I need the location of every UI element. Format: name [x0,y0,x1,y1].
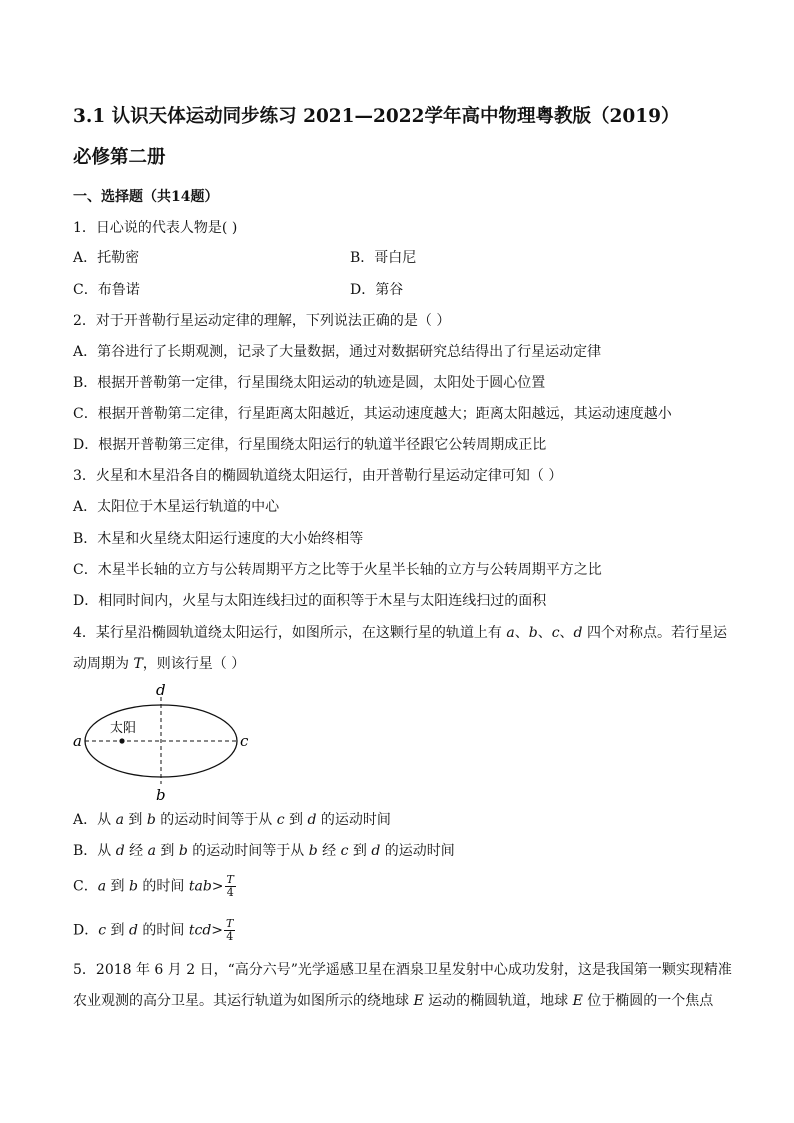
question-5-stem-line-2: 农业观测的高分卫星。其运行轨道为如图所示的绕地球 E 运动的椭圆轨道，地球 E 位于椭圆的一个焦点 [73,993,714,1009]
question-1-option-a: A．托勒密 [73,250,140,266]
question-4-option-b: B．从 d 经 a 到 b 的运动时间等于从 b 经 c 到 d 的运动时间 [73,843,455,859]
point-b-label: b [156,786,166,804]
question-4-stem-line-2: 动周期为 T，则该行星（ ） [73,656,246,672]
question-3-option-d: D．相同时间内，火星与太阳连线扫过的面积等于木星与太阳连线扫过的面积 [73,593,547,609]
sun-label: 太阳 [110,721,137,736]
question-2-option-b: B．根据开普勒第一定律，行星围绕太阳运动的轨迹是圆，太阳处于圆心位置 [73,375,546,391]
question-2-option-a: A．第谷进行了长期观测，记录了大量数据，通过对数据研究总结得出了行星运动定律 [73,344,602,360]
question-2-stem: 2．对于开普勒行星运动定律的理解，下列说法正确的是（ ） [73,313,451,329]
sun-dot [119,738,124,743]
section-heading: 一、选择题（共14题） [73,189,219,205]
question-1-option-c: C．布鲁诺 [73,282,140,298]
fraction-t-over-4: $\frac{T}{4}$ [226,873,234,899]
question-4-option-d: D．c 到 d 的时间 tcd> $\frac{T}{4}$ [73,917,234,943]
document-title-line-1: 3.1 认识天体运动同步练习 2021—2022学年高中物理粤教版（2019） [73,106,680,127]
question-1-option-d: D．第谷 [350,282,404,298]
question-1-stem: 1．日心说的代表人物是( ) [73,220,238,236]
question-3-stem: 3．火星和木星沿各自的椭圆轨道绕太阳运行，由开普勒行星运动定律可知（ ） [73,468,563,484]
question-3-option-c: C．木星半长轴的立方与公转周期平方之比等于火星半长轴的立方与公转周期平方之比 [73,562,602,578]
point-a-label: a [73,732,82,750]
question-3-option-a: A．太阳位于木星运行轨道的中心 [73,499,280,515]
point-d-label: d [156,681,166,699]
question-3-option-b: B．木星和火星绕太阳运行速度的大小始终相等 [73,531,364,547]
question-4-option-a: A．从 a 到 b 的运动时间等于从 c 到 d 的运动时间 [73,812,391,828]
question-2-option-d: D．根据开普勒第三定律，行星围绕太阳运行的轨道半径跟它公转周期成正比 [73,437,547,453]
question-4-stem-line-1: 4．某行星沿椭圆轨道绕太阳运行，如图所示，在这颗行星的轨道上有 a、b、c、d 四个对称点。若行星运 [73,625,727,641]
fraction-t-over-4: $\frac{T}{4}$ [226,917,234,943]
question-4-option-c: C．a 到 b 的时间 tab> $\frac{T}{4}$ [73,873,234,899]
document-title-line-2: 必修第二册 [73,147,166,168]
question-5-stem-line-1: 5．2018 年 6 月 2 日，“高分六号”光学遥感卫星在酒泉卫星发射中心成功发射，这是我国第一颗实现精准 [73,962,732,978]
question-2-option-c: C．根据开普勒第二定律，行星距离太阳越近，其运动速度越大；距离太阳越远，其运动速度越小 [73,406,672,422]
orbit-ellipse-diagram [70,680,260,808]
point-c-label: c [240,732,249,750]
question-1-option-b: B．哥白尼 [350,250,417,266]
